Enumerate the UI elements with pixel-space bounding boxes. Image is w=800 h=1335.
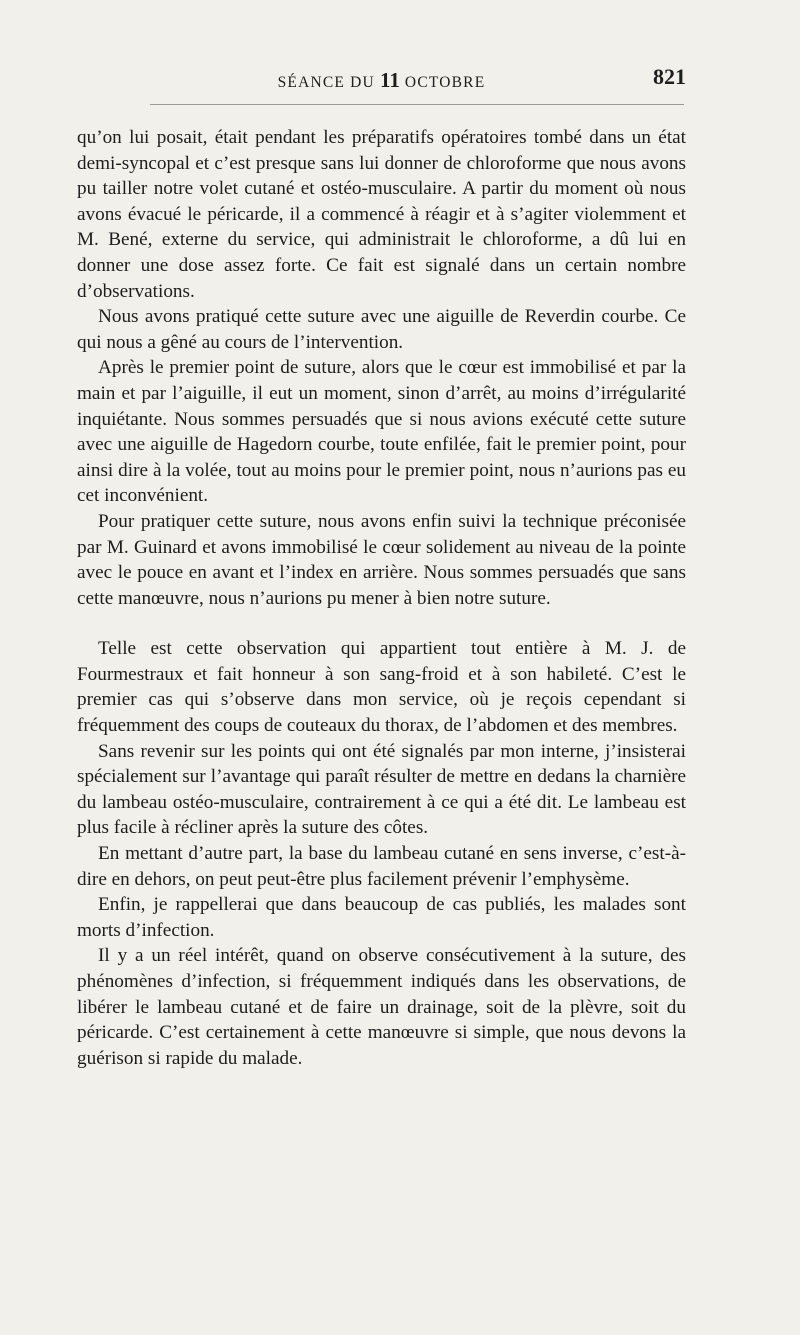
running-head-day: 11 [380,68,400,92]
paragraph-continued: qu’on lui posait, était pendant les préparatifs opératoires tombé dans un état demi-syncopal et c’est presque sans lui donner de chloroforme que nous avons pu tailler notre volet cutané et ostéo-musculaire. A partir du moment où nous avons évacué le péricarde, il a commencé à réagir et à s’agiter violemment et M. Bené, externe du service, qui administrait le chloroforme, a dû lui en donner une dose assez forte. Ce fait est signalé dans un certain nombre d’observations. [77,127,686,302]
paragraph: En mettant d’autre part, la base du lambeau cutané en sens inverse, c’est-à-dire en dehors, on peut peut-être plus facilement prévenir l’emphysème. [77,843,686,890]
paragraph: Enfin, je rappellerai que dans beaucoup de cas publiés, les malades sont morts d’infection. [77,894,686,941]
body-text [77,125,686,1071]
paragraph: Sans revenir sur les points qui ont été signalés par mon interne, j’insisterai spécialement sur l’avantage qui paraît résulter de mettre en dedans la charnière du lambeau ostéo-musculaire, contrairement à ce qui a été dit. Le lambeau est plus facile à récliner après la suture des côtes. [77,740,686,839]
paragraph: Pour pratiquer cette suture, nous avons enfin suivi la technique préconisée par M. Guinard et avons immobilisé le cœur solidement au niveau de la pointe avec le pouce en avant et l’index en arrière. Nous sommes persuadés que sans cette manœuvre, nous n’aurions pu mener à bien notre suture. [77,510,686,609]
header-rule [150,104,684,105]
paragraph: Il y a un réel intérêt, quand on observe consécutivement à la suture, des phénomènes d’infection, si fréquemment indiqués dans les observations, de libérer le lambeau cutané et de faire un drainage, soit de la plèvre, soit du péricarde. C’est certainement à cette manœuvre si simple, que nous devons la guérison si rapide du malade. [77,945,686,1069]
paragraph: Après le premier point de suture, alors que le cœur est immobilisé et par la main et par l’aiguille, il eut un moment, sinon d’arrêt, au moins d’irrégularité inquiétante. Nous sommes persuadés que si nous avions exécuté cette suture avec une aiguille de Hagedorn courbe, toute enfilée, fait le premier point, pour ainsi dire à la volée, tout au moins pour le premier point, nous n’aurions pas eu cet inconvénient. [77,357,686,507]
running-head [77,68,686,93]
page-number: 821 [653,64,686,89]
paragraph: Nous avons pratiqué cette suture avec une aiguille de Reverdin courbe. Ce qui nous a gêné au cours de l’intervention. [77,306,686,353]
running-head-month: OCTOBRE [399,74,486,91]
running-head-text: SÉANCE DU [277,74,381,91]
page-header [77,64,686,100]
paragraph-commentary-start: Telle est cette observation qui appartient tout entière à M. J. de Fourmestraux et fait honneur à son sang-froid et à son habileté. C’est le premier cas qui s’observe dans mon service, où je reçois cependant si fréquemment des coups de couteaux du thorax, de l’abdomen et des membres. [77,638,686,737]
